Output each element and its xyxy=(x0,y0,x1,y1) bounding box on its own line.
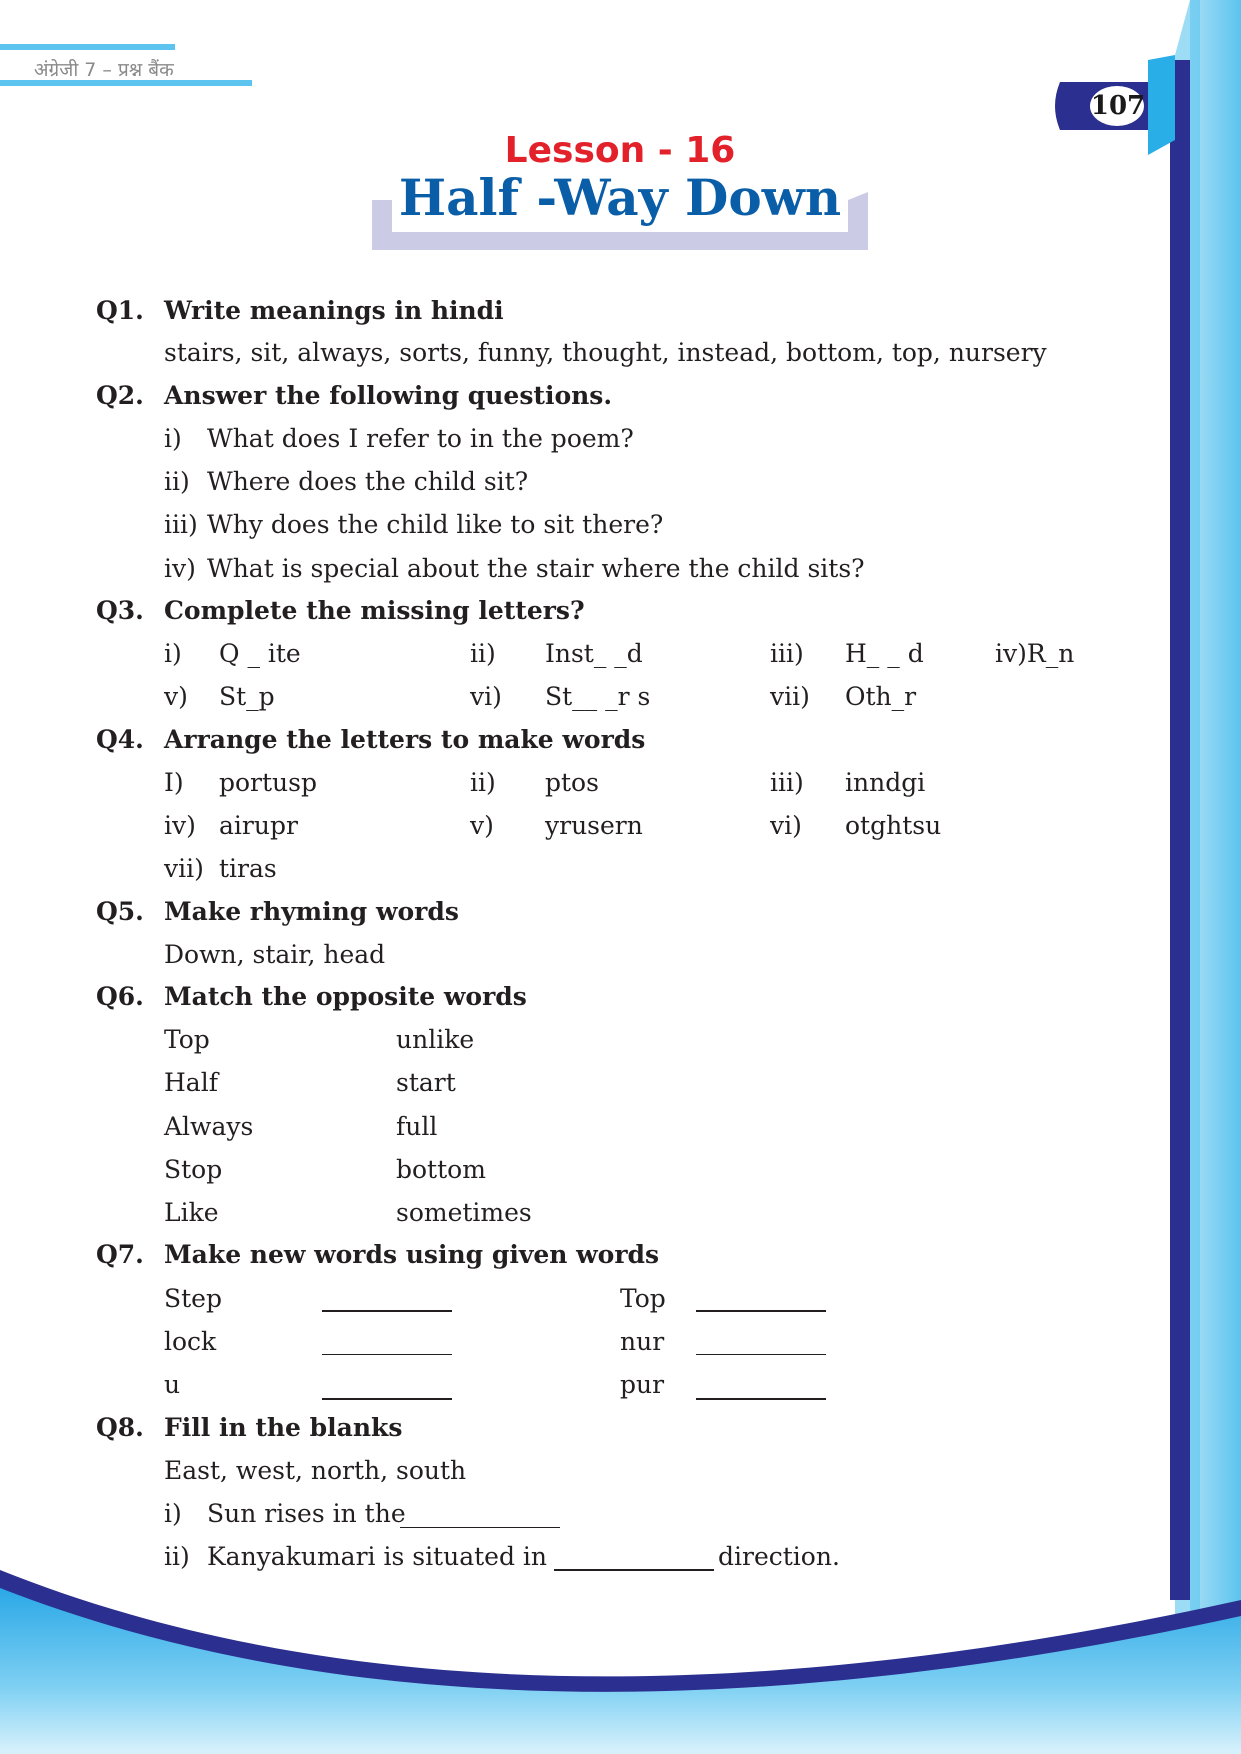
q3-item-number: vii) xyxy=(770,682,810,711)
q7-left-word: u xyxy=(164,1370,181,1399)
q8-item-number: i) xyxy=(164,1499,182,1528)
q2-item-text: What is special about the stair where the child sits? xyxy=(207,554,865,583)
answer-blank xyxy=(322,1398,452,1400)
q8-item-text: Kanyakumari is situated in xyxy=(207,1542,548,1571)
q4-item-text: inndgi xyxy=(845,768,926,797)
q5-words: Down, stair, head xyxy=(164,940,386,969)
q8-item-suffix: direction. xyxy=(718,1542,840,1571)
q4-item-number: I) xyxy=(164,768,184,797)
q4-item-number: iii) xyxy=(770,768,804,797)
q5-title: Make rhyming words xyxy=(164,897,459,926)
q6-right-word: bottom xyxy=(396,1155,486,1184)
q3-number: Q3. xyxy=(96,596,144,625)
q5-number: Q5. xyxy=(96,897,144,926)
q2-title: Answer the following questions. xyxy=(164,381,613,410)
lesson-number: Lesson - 16 xyxy=(504,130,736,171)
q3-item-number: v) xyxy=(164,682,188,711)
q2-item-number: iii) xyxy=(164,510,198,539)
q4-item-text: portusp xyxy=(219,768,317,797)
book-label: अंग्रेजी 7 – प्रश्न बैंक xyxy=(34,59,174,81)
q7-right-word: pur xyxy=(620,1370,665,1399)
q6-left-word: Top xyxy=(164,1025,210,1054)
q4-item-number: v) xyxy=(470,811,494,840)
q4-item-number: ii) xyxy=(470,768,496,797)
q2-item-text: Where does the child sit? xyxy=(207,467,529,496)
q3-item-text: H_ _ d xyxy=(845,639,924,668)
q7-right-word: Top xyxy=(620,1284,666,1313)
answer-blank xyxy=(554,1569,714,1571)
q4-item-text: ptos xyxy=(545,768,599,797)
q2-number: Q2. xyxy=(96,381,144,410)
q3-item-number: iii) xyxy=(770,639,804,668)
q3-item-text: Inst_ _d xyxy=(545,639,643,668)
answer-blank xyxy=(696,1310,826,1312)
q3-item-text: Q _ ite xyxy=(219,639,301,668)
q6-right-word: unlike xyxy=(396,1025,475,1054)
q7-number: Q7. xyxy=(96,1240,144,1269)
q2-item-text: What does I refer to in the poem? xyxy=(207,424,634,453)
answer-blank xyxy=(322,1354,452,1355)
q4-item-number: vi) xyxy=(770,811,802,840)
q3-item-text: Oth_r xyxy=(845,682,917,711)
q3-item-number: vi) xyxy=(470,682,502,711)
q6-number: Q6. xyxy=(96,982,144,1011)
q6-right-word: full xyxy=(396,1112,438,1141)
q4-item-text: airupr xyxy=(219,811,298,840)
q3-item-number: ii) xyxy=(470,639,496,668)
q4-item-text: yrusern xyxy=(545,811,643,840)
q7-title: Make new words using given words xyxy=(164,1240,660,1269)
q4-item-text: otghtsu xyxy=(845,811,942,840)
q6-left-word: Stop xyxy=(164,1155,223,1184)
q3-item-text: St_p xyxy=(219,682,275,711)
q3-item-text: St__ _r s xyxy=(545,682,651,711)
q6-right-word: sometimes xyxy=(396,1198,532,1227)
q6-right-word: start xyxy=(396,1068,456,1097)
q8-title: Fill in the blanks xyxy=(164,1413,403,1442)
answer-blank xyxy=(696,1354,826,1355)
page-number: 107 xyxy=(1090,91,1146,121)
q8-options: East, west, north, south xyxy=(164,1456,467,1485)
q3-item-number: i) xyxy=(164,639,182,668)
q4-item-number: vii) xyxy=(164,854,204,883)
q8-item-number: ii) xyxy=(164,1542,190,1571)
q6-left-word: Like xyxy=(164,1198,219,1227)
q8-number: Q8. xyxy=(96,1413,144,1442)
q4-item-text: tiras xyxy=(219,854,277,883)
q6-title: Match the opposite words xyxy=(164,982,527,1011)
q6-left-word: Half xyxy=(164,1068,218,1097)
q2-item-number: i) xyxy=(164,424,182,453)
q7-right-word: nur xyxy=(620,1327,665,1356)
q4-title: Arrange the letters to make words xyxy=(164,725,646,754)
q1-words: stairs, sit, always, sorts, funny, thought, instead, bottom, top, nursery xyxy=(164,338,1047,367)
q2-item-number: ii) xyxy=(164,467,190,496)
q1-number: Q1. xyxy=(96,296,144,325)
q4-number: Q4. xyxy=(96,725,144,754)
q3-title: Complete the missing letters? xyxy=(164,596,585,625)
q8-item-text: Sun rises in the xyxy=(207,1499,406,1528)
q3-item-text: iv)R_n xyxy=(995,639,1075,668)
q6-left-word: Always xyxy=(164,1112,254,1141)
lesson-title: Half -Way Down xyxy=(398,168,842,227)
q4-item-number: iv) xyxy=(164,811,196,840)
answer-blank xyxy=(322,1310,452,1312)
answer-blank xyxy=(400,1527,560,1528)
q7-left-word: Step xyxy=(164,1284,222,1313)
answer-blank xyxy=(696,1398,826,1400)
q2-item-text: Why does the child like to sit there? xyxy=(207,510,664,539)
q7-left-word: lock xyxy=(164,1327,217,1356)
q1-title: Write meanings in hindi xyxy=(164,296,504,325)
q2-item-number: iv) xyxy=(164,554,196,583)
